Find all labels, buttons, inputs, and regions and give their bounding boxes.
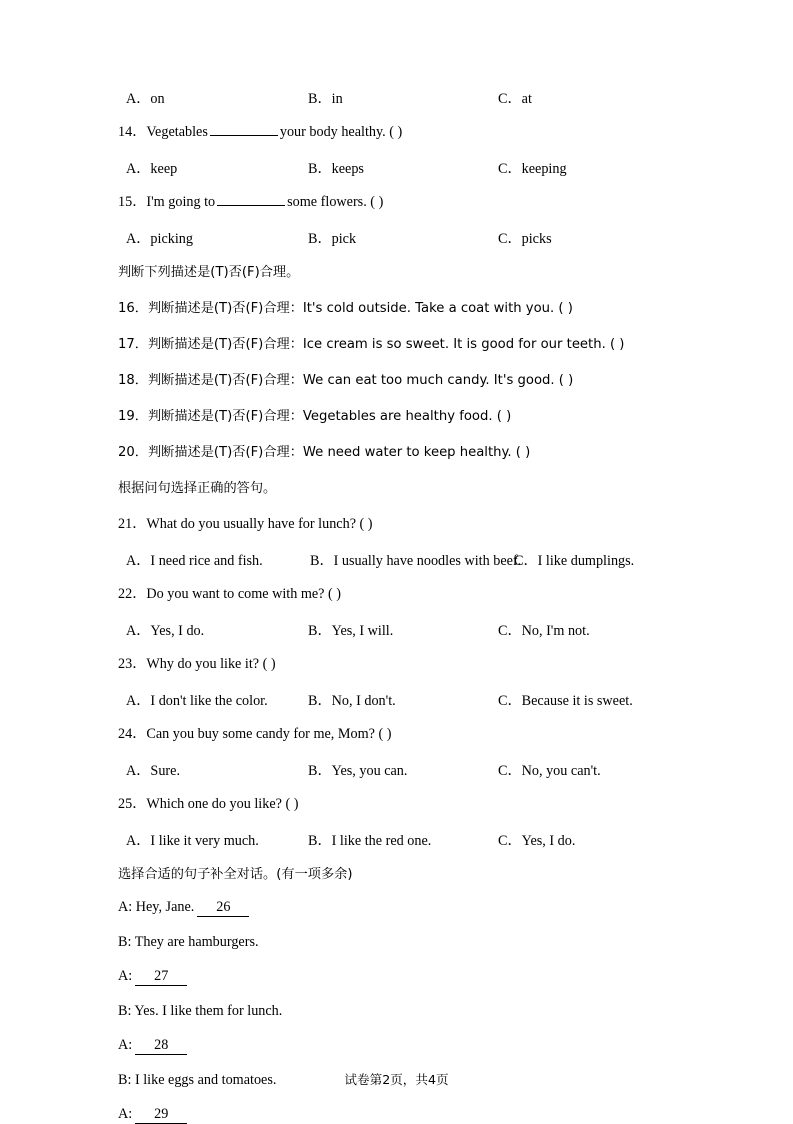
option-a[interactable]: A．on <box>126 91 165 107</box>
option-c[interactable]: C．No, you can't. <box>498 763 601 779</box>
question-24-text[interactable]: Can you buy some candy for me, Mom? ( ) <box>146 726 392 742</box>
option-c[interactable]: C．at <box>498 91 532 107</box>
section-heading-true-false: 判断下列描述是(T)否(F)合理。 <box>118 265 300 280</box>
question-17-number: 17． <box>118 337 148 352</box>
question-18 <box>118 369 675 388</box>
question-24 <box>118 723 675 743</box>
option-c[interactable]: C．picks <box>498 231 552 247</box>
question-24-number: 24． <box>118 726 147 742</box>
dialog-line-7 <box>118 1106 675 1124</box>
question-16-number: 16． <box>118 301 148 316</box>
question-21 <box>118 513 675 533</box>
option-a[interactable]: A．keep <box>126 161 178 177</box>
question-18-text[interactable]: 判断描述是(T)否(F)合理：We can eat too much candy. It's good. ( ) <box>147 373 574 388</box>
dialog-line-2 <box>118 934 675 951</box>
question-16 <box>118 297 675 316</box>
options-row-25 <box>118 830 675 849</box>
options-row-21 <box>118 550 675 569</box>
option-b[interactable]: B．in <box>308 91 343 107</box>
dialog-blank-29[interactable]: 29 <box>135 1106 187 1124</box>
option-a[interactable]: A．picking <box>126 231 193 247</box>
dialog-line-5 <box>118 1037 675 1055</box>
question-25-number: 25． <box>118 796 147 812</box>
dialog-speaker: A: Hey, Jane. <box>118 899 195 915</box>
options-row-24 <box>118 760 675 779</box>
options-row-22 <box>118 620 675 639</box>
dialog-line-4 <box>118 1003 675 1020</box>
question-23-number: 23． <box>118 656 147 672</box>
dialog-speaker: A: <box>118 1037 133 1053</box>
question-14 <box>118 121 675 141</box>
question-18-number: 18． <box>118 373 148 388</box>
section-heading-dialog: 选择合适的句子补全对话。(有一项多余) <box>118 867 353 882</box>
answer-blank[interactable] <box>210 122 278 136</box>
question-21-text[interactable]: What do you usually have for lunch? ( ) <box>146 516 373 532</box>
option-b[interactable]: B．No, I don't. <box>308 693 396 709</box>
question-20-number: 20． <box>118 445 148 460</box>
question-19 <box>118 405 675 424</box>
question-22 <box>118 583 675 603</box>
dialog-blank-28[interactable]: 28 <box>135 1037 187 1055</box>
option-a[interactable]: A．I need rice and fish. <box>126 553 263 569</box>
option-b[interactable]: B．pick <box>308 231 357 247</box>
dialog-speaker: B: I like eggs and tomatoes. <box>118 1072 277 1088</box>
dialog-speaker: A: <box>118 1106 133 1122</box>
dialog-blank-27[interactable]: 27 <box>135 968 187 986</box>
question-16-text[interactable]: 判断描述是(T)否(F)合理：It's cold outside. Take a coat with you. ( ) <box>147 301 573 316</box>
option-b[interactable]: B．Yes, I will. <box>308 623 394 639</box>
answer-blank[interactable] <box>217 192 285 206</box>
question-14-text-before: Vegetables <box>146 124 208 140</box>
option-b[interactable]: B．I like the red one. <box>308 833 432 849</box>
question-22-text[interactable]: Do you want to come with me? ( ) <box>146 586 342 602</box>
option-c[interactable]: C．Because it is sweet. <box>498 693 633 709</box>
option-a[interactable]: A．I don't like the color. <box>126 693 268 709</box>
option-b[interactable]: B．Yes, you can. <box>308 763 408 779</box>
option-c[interactable]: C．Yes, I do. <box>498 833 576 849</box>
question-19-text[interactable]: 判断描述是(T)否(F)合理：Vegetables are healthy food. ( ) <box>147 409 512 424</box>
options-row-23 <box>118 690 675 709</box>
dialog-speaker: B: Yes. I like them for lunch. <box>118 1003 283 1019</box>
question-25-text[interactable]: Which one do you like? ( ) <box>146 796 299 812</box>
question-14-number: 14． <box>118 124 147 140</box>
question-23-text[interactable]: Why do you like it? ( ) <box>146 656 276 672</box>
option-a[interactable]: A．Yes, I do. <box>126 623 205 639</box>
question-15-number: 15． <box>118 194 147 210</box>
options-row-15 <box>118 228 675 247</box>
question-17 <box>118 333 675 352</box>
question-22-number: 22． <box>118 586 147 602</box>
question-25 <box>118 793 675 813</box>
option-a[interactable]: A．Sure. <box>126 763 180 779</box>
option-c[interactable]: C．No, I'm not. <box>498 623 590 639</box>
question-21-number: 21． <box>118 516 147 532</box>
question-15-text-before: I'm going to <box>146 194 216 210</box>
section-heading-matching: 根据问句选择正确的答句。 <box>118 481 277 496</box>
option-c[interactable]: C．I like dumplings. <box>514 553 635 569</box>
dialog-blank-26[interactable]: 26 <box>197 899 249 917</box>
question-19-number: 19． <box>118 409 148 424</box>
dialog-speaker: B: They are hamburgers. <box>118 934 259 950</box>
option-a[interactable]: A．I like it very much. <box>126 833 259 849</box>
option-b[interactable]: B．keeps <box>308 161 364 177</box>
question-15-text-after: some flowers. ( ) <box>287 194 384 210</box>
option-b[interactable]: B．I usually have noodles with beef. <box>310 553 522 569</box>
option-c[interactable]: C．keeping <box>498 161 567 177</box>
question-15 <box>118 191 675 211</box>
question-17-text[interactable]: 判断描述是(T)否(F)合理：Ice cream is so sweet. It is good for our teeth. ( ) <box>147 337 625 352</box>
options-row-14 <box>118 158 675 177</box>
question-14-text-after: your body healthy. ( ) <box>279 124 403 140</box>
question-23 <box>118 653 675 673</box>
dialog-line-3 <box>118 968 675 986</box>
page-footer: 试卷第2页，共4页 <box>344 1072 449 1087</box>
dialog-speaker: A: <box>118 968 133 984</box>
question-20-text[interactable]: 判断描述是(T)否(F)合理：We need water to keep healthy. ( ) <box>147 445 531 460</box>
options-row-top <box>118 88 675 107</box>
question-20 <box>118 441 675 460</box>
dialog-line-1 <box>118 899 675 917</box>
